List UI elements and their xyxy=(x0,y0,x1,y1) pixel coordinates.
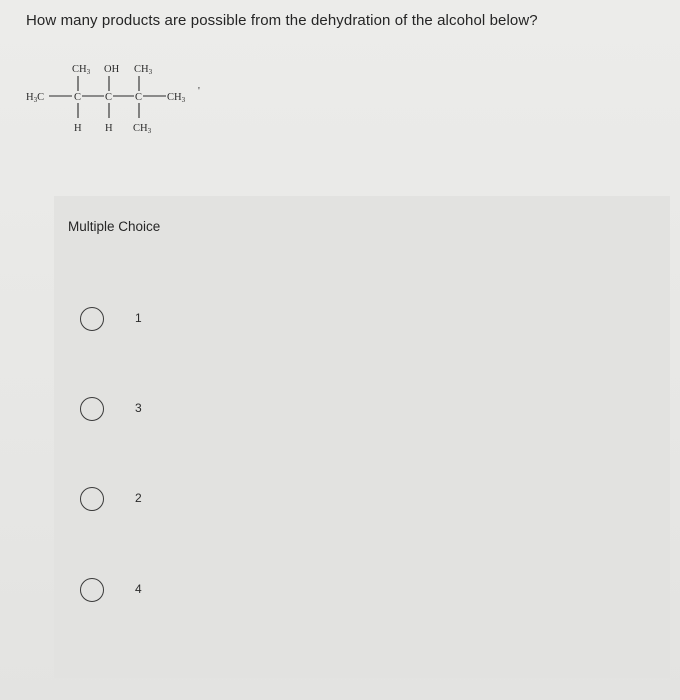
alcohol-structure xyxy=(26,56,226,146)
bottom-h2: H xyxy=(105,123,113,134)
c2: C xyxy=(105,92,113,103)
radio-button[interactable] xyxy=(80,397,104,421)
radio-button[interactable] xyxy=(80,487,104,511)
h3c-label: H3C xyxy=(26,92,45,104)
top-ch3-right: CH3 xyxy=(134,64,153,76)
option-label: 4 xyxy=(135,582,142,596)
option-label: 3 xyxy=(135,401,142,415)
top-ch3-left: CH3 xyxy=(72,64,91,76)
option-1[interactable] xyxy=(80,307,280,337)
bottom-ch3: CH3 xyxy=(133,123,152,135)
option-label: 2 xyxy=(135,491,142,505)
option-label: 1 xyxy=(135,311,142,325)
apostrophe-mark: ' xyxy=(198,86,200,97)
option-4[interactable] xyxy=(80,578,280,608)
multiple-choice-heading: Multiple Choice xyxy=(68,219,161,234)
right-ch3: CH3 xyxy=(167,92,186,104)
question-text: How many products are possible from the dehydration of the alcohol below? xyxy=(26,12,538,29)
bottom-h1: H xyxy=(74,123,82,134)
top-oh: OH xyxy=(104,64,120,75)
c3: C xyxy=(135,92,143,103)
radio-button[interactable] xyxy=(80,578,104,602)
option-3[interactable] xyxy=(80,487,280,517)
c1: C xyxy=(74,92,82,103)
option-2[interactable] xyxy=(80,397,280,427)
radio-button[interactable] xyxy=(80,307,104,331)
